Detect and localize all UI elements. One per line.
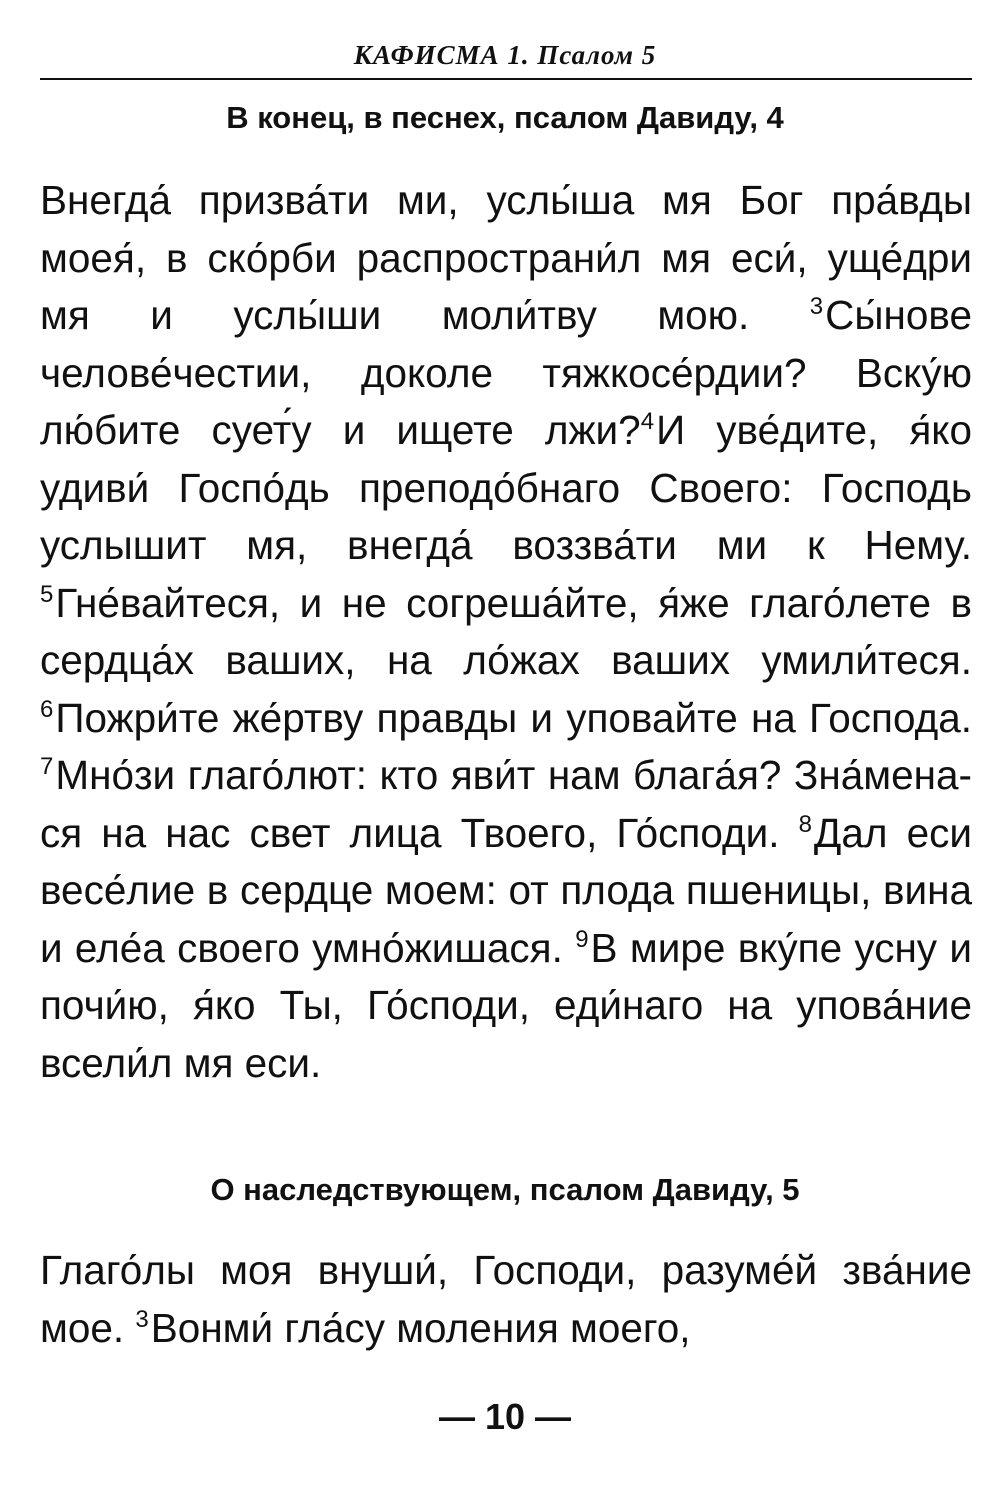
verse-number-7: 7 (40, 753, 54, 780)
verse-number-8: 8 (798, 810, 812, 838)
verse-6-text: Пожри́те же́ртву правды и уповайте на Господа. (55, 694, 972, 741)
header-rule (40, 78, 972, 80)
verse-4-text: И уве́дите, я́ко удиви́ Госпо́дь преподо́бнаго Своего: Господь услышит мя, внегда́ воззва́ти ми к Нему. (40, 407, 973, 568)
running-header: КАФИСМА 1. Псалом 5 (353, 40, 657, 70)
psalm-5-title: О наследствующем, псалом Давиду, 5 (210, 1172, 800, 1207)
verse-number-3: 3 (809, 293, 824, 320)
psalm-4-text (40, 172, 972, 1092)
verse-5-text: Гне́вайтеся, и не согреша́йте, я́же глаго́лете в сердца́х ваших, на ло́жах ваших умили́теся. (40, 579, 972, 683)
verse-2-text: Глаго́лы моя внуши́, Господи, разуме́й зва́ние мое. (40, 1247, 972, 1351)
verse-7-text: Мно́зи глаго́лют: кто яви́т нам блага́я? Зна́менася на нас свет лица Твоего, Го́споди. (40, 752, 972, 856)
verse-8-text: Дал еси весе́лие в сердце моем: от плода пшеницы, вина и еле́а своего умно́жишася. (40, 809, 972, 971)
verse-2-text: Внегда́ призва́ти ми, услы́ша мя Бог пра́вды моея́, в ско́рби распространи́л мя еси́, уще́дри мя и услы́ши моли́тву мою. (40, 177, 972, 338)
psalm-4-title: В конец, в песнех, псалом Давиду, 4 (226, 100, 784, 135)
verse-number-6: 6 (40, 695, 54, 723)
verse-number-3: 3 (135, 1305, 149, 1333)
verse-3-text: Сы́нове челове́честии, доколе тяжкосе́рдии? Вску́ю лю́бите сует́у и ищете лжи? (40, 292, 972, 453)
verse-9-text: В мире вку́пе усну и почи́ю, я́ко Ты, Го́споди, еди́наго на упова́ние всели́л мя еси. (40, 924, 972, 1086)
page-number: — 10 — (438, 1396, 572, 1437)
psalm-5-text (40, 1242, 972, 1357)
verse-number-5: 5 (40, 580, 54, 608)
verse-3-text: Вонми́ гла́су моления моего, (150, 1304, 691, 1351)
verse-number-4: 4 (640, 408, 655, 435)
verse-number-9: 9 (575, 925, 589, 953)
